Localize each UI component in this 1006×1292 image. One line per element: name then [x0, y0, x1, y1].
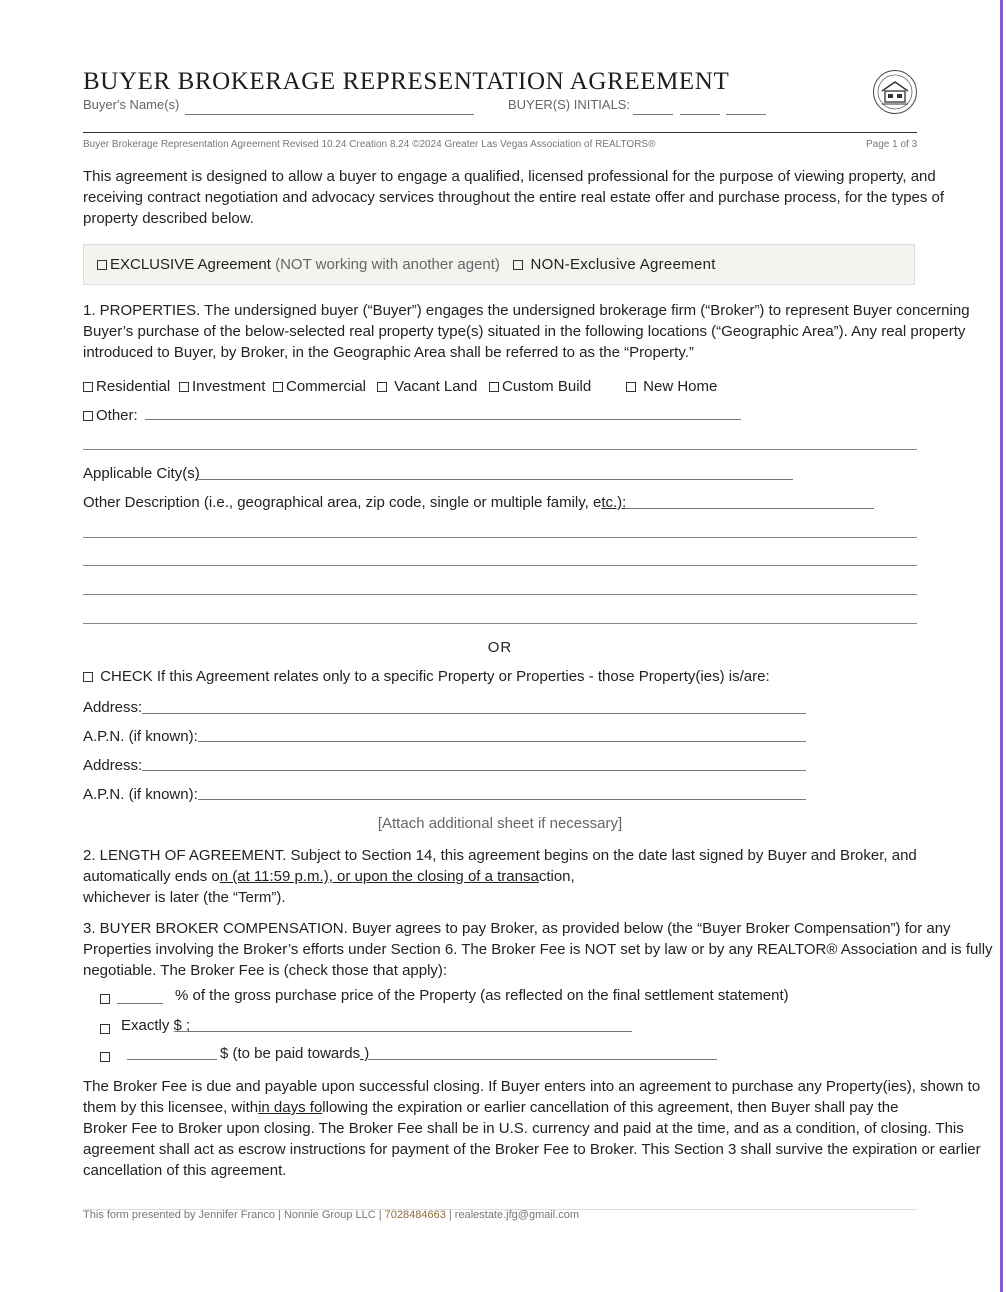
commercial-label: Commercial	[286, 378, 367, 395]
type-commercial[interactable]	[273, 376, 366, 397]
vacant-land-label: Vacant Land	[394, 378, 478, 395]
exclusive-option[interactable]	[97, 254, 500, 275]
properties-paragraph: 1. PROPERTIES. The undersigned buyer (“Buyer”) engages the undersigned brokerage firm (“Broker”) to represent Buyer concerning Buyer’s purchase of the below-selected real property type(s) situated in the following locations (“Geographic Area”). Any real property introduced to Buyer, by Broker, in the Geographic Area shall be referred to as the “Property.”	[83, 302, 970, 361]
exclusive-checkbox[interactable]	[97, 260, 107, 270]
fee-towards-label-b: )	[360, 1045, 370, 1062]
footer-presented-by	[83, 1209, 579, 1221]
initials-field-1[interactable]	[633, 114, 673, 115]
length-line-2a: automatically ends o	[83, 868, 220, 885]
fee-exact-field[interactable]	[174, 1031, 632, 1032]
fee-exact-checkbox[interactable]	[100, 1024, 110, 1034]
other-label: Other:	[96, 407, 138, 424]
type-custom-build[interactable]	[489, 376, 591, 397]
compensation-paragraph: 3. BUYER BROKER COMPENSATION. Buyer agrees to pay Broker, as provided below (the “Buyer Broker Compensation”) for any Properties involving the Broker’s efforts under Section 6. The Broker Fee is NOT set by law or by any REALTOR® Association and is fully negotiable. The Broker Fee is (check those that apply):	[83, 920, 993, 979]
specific-property-option[interactable]	[83, 666, 770, 687]
address-field-2[interactable]	[142, 770, 806, 771]
description-line-4[interactable]	[83, 623, 917, 624]
length-line-3: whichever is later (the “Term”).	[83, 889, 286, 906]
non-exclusive-label: NON-Exclusive Agreement	[530, 256, 716, 273]
investment-label: Investment	[192, 378, 266, 395]
vacant-land-checkbox[interactable]	[377, 382, 387, 392]
header-rule	[83, 132, 917, 133]
apn-field-2[interactable]	[198, 799, 806, 800]
apn-field-1[interactable]	[198, 741, 806, 742]
custom-build-checkbox[interactable]	[489, 382, 499, 392]
fee-towards-label	[220, 1043, 369, 1064]
residential-checkbox[interactable]	[83, 382, 93, 392]
footer-presenter: This form presented by Jennifer Franco | Nonnie Group LLC |	[83, 1209, 385, 1221]
applicable-city-field[interactable]	[198, 479, 793, 480]
fee-percent-checkbox[interactable]	[100, 994, 110, 1004]
specific-property-label: CHECK If this Agreement relates only to a specific Property or Properties - those Property(ies) is/are:	[100, 668, 770, 685]
fee-due-rest: Broker Fee to Broker upon closing. The Broker Fee shall be in U.S. currency and paid at the time, and as a condition, of closing. This agreement shall act as escrow instructions for payment of the Broker Fee to Broker. This Section 3 shall survive the expiration or earlier cancellation of this agreement.	[83, 1120, 981, 1179]
commercial-checkbox[interactable]	[273, 382, 283, 392]
type-new-home[interactable]	[626, 376, 717, 397]
initials-field-2[interactable]	[680, 114, 720, 115]
length-line-1: 2. LENGTH OF AGREEMENT. Subject to Section 14, this agreement begins on the date last signed by Buyer and Broker, and	[83, 847, 917, 864]
address-label-1: Address:	[83, 699, 143, 716]
applicable-city-label: Applicable City(s)	[83, 465, 200, 482]
address-label-2: Address:	[83, 757, 143, 774]
exclusive-note: (NOT working with another agent)	[275, 256, 500, 273]
fee-exact-option[interactable]	[100, 1018, 113, 1039]
address-field-1[interactable]	[142, 713, 806, 714]
fee-due-line-1: The Broker Fee is due and payable upon successful closing. If Buyer enters into an agreement to purchase any Property(ies), shown to	[83, 1078, 981, 1095]
other-checkbox[interactable]	[83, 411, 93, 421]
length-line-2	[83, 866, 575, 887]
type-vacant-land[interactable]	[377, 376, 477, 397]
page-number: Page 1 of 3	[866, 139, 918, 150]
attach-note: [Attach additional sheet if necessary]	[377, 815, 623, 832]
footer-email[interactable]: | realestate.jfg@gmail.com	[445, 1209, 580, 1221]
other-description-label-b: tc.):	[601, 494, 627, 511]
other-description-field[interactable]	[625, 508, 874, 509]
apn-label-2: A.P.N. (if known):	[83, 786, 198, 803]
fee-percent-option[interactable]	[100, 988, 113, 1009]
fee-due-days-field[interactable]: in days fo	[258, 1099, 323, 1116]
exclusive-label: EXCLUSIVE Agreement	[110, 256, 271, 273]
fee-due-line-2c: llowing the expiration or earlier cancellation of this agreement, then Buyer shall pay the	[322, 1099, 899, 1116]
buyer-initials-label: BUYER(S) INITIALS:	[508, 97, 631, 112]
non-exclusive-option[interactable]	[513, 254, 716, 275]
description-line-1[interactable]	[83, 537, 917, 538]
fee-towards-field[interactable]	[368, 1059, 717, 1060]
initials-field-3[interactable]	[726, 114, 766, 115]
investment-checkbox[interactable]	[179, 382, 189, 392]
description-line-3[interactable]	[83, 594, 917, 595]
intro-paragraph: This agreement is designed to allow a buyer to engage a qualified, licensed professional for the purpose of viewing property, and receiving contract negotiation and advocacy services throughout the entire real estate offer and purchase process, for the types of property described below.	[83, 168, 945, 227]
fee-towards-amount-field[interactable]	[127, 1059, 217, 1060]
fee-towards-checkbox[interactable]	[100, 1052, 110, 1062]
fee-due-line-2a: them by this licensee, with	[83, 1099, 259, 1116]
page-title: BUYER BROKERAGE REPRESENTATION AGREEMENT	[83, 68, 730, 95]
fee-due-line-2	[83, 1097, 898, 1118]
fee-towards-option[interactable]	[100, 1046, 113, 1067]
type-other[interactable]	[83, 405, 138, 426]
specific-property-checkbox[interactable]	[83, 672, 93, 682]
length-end-date-field[interactable]: n (at 11:59 p.m.), or upon the closing of a transa	[219, 868, 539, 885]
other-description-label	[83, 492, 626, 513]
type-investment[interactable]	[179, 376, 265, 397]
type-residential[interactable]	[83, 376, 170, 397]
other-field[interactable]	[145, 419, 741, 420]
buyer-names-field[interactable]	[185, 114, 474, 115]
fee-percent-field[interactable]	[117, 1003, 163, 1004]
non-exclusive-checkbox[interactable]	[513, 260, 523, 270]
length-line-2c: ction,	[538, 868, 575, 885]
fee-percent-label: % of the gross purchase price of the Property (as reflected on the final settlement statement)	[175, 987, 789, 1004]
residential-label: Residential	[96, 378, 171, 395]
house-logo-icon	[873, 70, 917, 114]
fee-exact-label: Exactly $ ;	[121, 1017, 191, 1034]
description-line-2[interactable]	[83, 565, 917, 566]
other-description-label-a: Other Description (i.e., geographical area, zip code, single or multiple family, e	[83, 494, 602, 511]
other-line-2[interactable]	[83, 449, 917, 450]
custom-build-label: Custom Build	[502, 378, 592, 395]
footer-phone[interactable]: 7028484663	[384, 1209, 446, 1221]
new-home-checkbox[interactable]	[626, 382, 636, 392]
or-separator: OR	[487, 639, 513, 656]
new-home-label: New Home	[643, 378, 718, 395]
form-revision-info: Buyer Brokerage Representation Agreement Revised 10.24 Creation 8.24 ©2024 Greater Las Vegas Association of REALTORS®	[83, 139, 656, 150]
window-edge	[1000, 0, 1003, 1292]
buyer-names-label: Buyer's Name(s)	[83, 97, 180, 112]
apn-label-1: A.P.N. (if known):	[83, 728, 198, 745]
fee-towards-label-a: $ (to be paid towards	[220, 1045, 361, 1062]
